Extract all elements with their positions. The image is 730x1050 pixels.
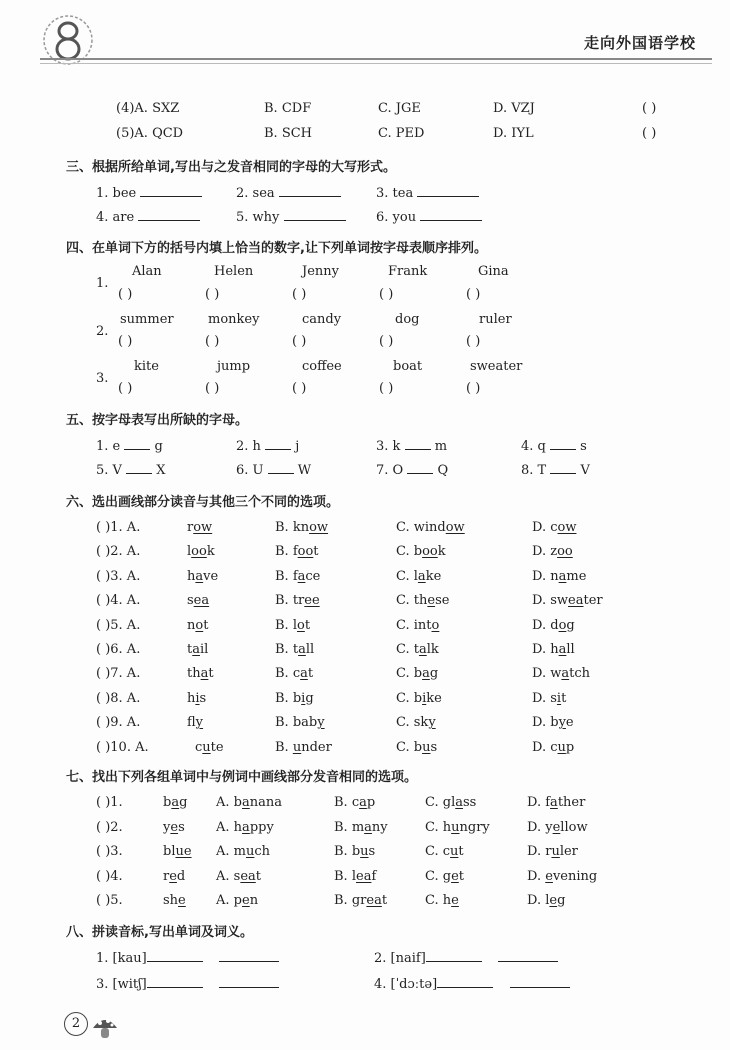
option-a: (4)A. SXZ [116, 101, 180, 116]
option-b: B. many [334, 819, 388, 835]
phonetic-item: 1. [kau] [96, 949, 279, 966]
option-word: lake [413, 568, 442, 584]
option-a [187, 520, 212, 535]
option-a: A. banana [216, 795, 283, 810]
meaning-blank[interactable] [219, 975, 279, 988]
answer-paren[interactable]: ( ) [205, 287, 220, 302]
option-b: B. tall [275, 642, 315, 657]
meaning-blank[interactable] [219, 949, 279, 962]
option-word: name [550, 568, 587, 584]
answer-blank[interactable] [279, 184, 341, 197]
option-b: B. tree [275, 593, 320, 609]
header-rule-thin [40, 63, 712, 64]
option-c: C. book [396, 544, 446, 560]
option-b: B. cap [334, 795, 376, 810]
word-item: 4. are [96, 208, 200, 225]
option-word: row [187, 520, 213, 535]
word-item: 5. why [236, 208, 346, 225]
answer-paren[interactable]: ( ) [379, 381, 394, 396]
option-c: C. cut [425, 844, 464, 859]
option-c: C. these [396, 593, 450, 609]
letter-item: 2. h j [236, 439, 300, 454]
letter-item: 6. U W [236, 463, 312, 478]
phonetic-item: 4. [ˈdɔːtə] [374, 975, 570, 992]
option-word: book [413, 544, 446, 560]
option-c: C. window [396, 520, 465, 535]
word-blank[interactable] [147, 949, 203, 962]
option-b: B. foot [275, 544, 319, 560]
word: dog [395, 312, 420, 327]
answer-paren[interactable]: ( ) [205, 334, 220, 349]
example-word: blue [163, 844, 192, 859]
word: ruler [479, 312, 512, 327]
question-number[interactable]: ( )7. A. [96, 666, 141, 682]
option-b: B. lot [275, 617, 311, 633]
question-number[interactable]: ( )9. A. [96, 715, 141, 731]
option-word: talk [413, 642, 439, 657]
answer-blank[interactable] [265, 437, 291, 450]
option-word: know [292, 520, 329, 535]
phonetic-item: 3. [witʃ] [96, 975, 279, 992]
word: summer [120, 312, 174, 327]
option-c: C. into [396, 617, 440, 633]
option-a [187, 618, 208, 633]
option-word: big [292, 690, 314, 706]
option-d: D. zoo [532, 544, 573, 560]
answer-blank[interactable] [407, 461, 433, 474]
answer-blank[interactable] [126, 461, 152, 474]
option-c: C. he [425, 893, 459, 908]
question-number[interactable]: ( )10. A. [96, 739, 149, 755]
example-word: yes [163, 819, 185, 835]
question-number[interactable]: ( )8. A. [96, 690, 141, 706]
option-word: not [187, 617, 209, 633]
option-word: that [187, 666, 214, 682]
word: Frank [388, 264, 428, 279]
option-word: zoo [550, 544, 573, 560]
question-number[interactable]: ( )2. [96, 819, 123, 835]
section-4-title: 四、在单词下方的括号内填上恰当的数字,让下列单词按字母表顺序排列。 [66, 241, 487, 256]
answer-paren[interactable]: ( ) [379, 287, 394, 302]
word: jump [217, 359, 251, 374]
question-number[interactable]: ( )1. A. [96, 520, 141, 535]
option-c: C. bus [396, 739, 438, 755]
option-c: C. sky [396, 715, 436, 731]
option-d: D. cow [532, 520, 577, 535]
option-d: D. evening [527, 868, 598, 884]
option-a: A. seat [216, 868, 262, 884]
option-b: B. great [334, 893, 388, 908]
option-word: sea [187, 593, 210, 609]
answer-paren[interactable]: ( ) [118, 287, 133, 302]
option-word: tail [187, 642, 209, 657]
word: boat [393, 359, 423, 374]
option-d: D. VZJ [493, 101, 535, 116]
option-word: bus [413, 739, 438, 755]
option-a: (5)A. QCD [116, 126, 184, 141]
answer-blank[interactable] [417, 184, 479, 197]
answer-blank[interactable] [284, 208, 346, 221]
option-d: D. dog [532, 617, 575, 633]
option-d: D. sit [532, 690, 567, 706]
word: Gina [478, 264, 509, 279]
option-d: D. yellow [527, 819, 588, 835]
option-a [187, 569, 218, 584]
answer-paren[interactable]: ( ) [118, 381, 133, 396]
option-b: B. big [275, 690, 314, 706]
option-b: B. CDF [264, 101, 312, 116]
option-d: D. IYL [493, 126, 534, 141]
word: Helen [214, 264, 254, 279]
option-word: bike [413, 690, 442, 706]
question-number[interactable]: ( )3. A. [96, 568, 141, 584]
option-c: C. hungry [425, 819, 490, 835]
option-b: B. baby [275, 715, 325, 731]
group-number: 1. [96, 276, 109, 291]
word: sweater [470, 359, 523, 374]
word-item: 1. bee [96, 184, 202, 201]
option-b: B. cat [275, 666, 314, 682]
option-word: into [413, 617, 440, 633]
mushroom-icon [90, 1014, 120, 1042]
option-a [195, 740, 224, 755]
option-word: cute [195, 739, 224, 755]
option-d: D. sweater [532, 593, 603, 609]
option-c: C. talk [396, 642, 439, 657]
word: candy [302, 312, 342, 327]
option-b: B. face [275, 568, 321, 584]
meaning-blank[interactable] [498, 949, 558, 962]
option-d: D. leg [527, 893, 566, 908]
word: Jenny [302, 264, 339, 279]
phonetic-item: 2. [naif] [374, 949, 558, 966]
option-word: face [292, 568, 321, 584]
answer-paren[interactable]: ( ) [466, 381, 481, 396]
option-word: fly [187, 715, 204, 731]
answer-paren[interactable]: ( ) [118, 334, 133, 349]
word-blank[interactable] [437, 975, 493, 988]
option-word: tall [292, 642, 315, 657]
section-8-title: 八、拼读音标,写出单词及词义。 [66, 925, 253, 940]
option-word: foot [292, 544, 319, 560]
letter-item: 8. T V [521, 463, 590, 478]
answer-paren[interactable]: ( ) [292, 334, 307, 349]
option-c: C. JGE [378, 101, 421, 116]
option-word: sit [550, 690, 567, 706]
option-d: D. ruler [527, 844, 578, 859]
option-c: C. get [425, 868, 465, 884]
option-c: C. lake [396, 568, 442, 584]
option-a: A. pen [216, 893, 259, 908]
option-a: A. happy [216, 819, 274, 835]
option-word: look [187, 544, 215, 560]
option-word: have [187, 568, 219, 584]
word: monkey [208, 312, 260, 327]
option-b: B. bus [334, 844, 376, 859]
option-word: bag [413, 666, 439, 682]
letter-item: 3. k m [376, 439, 448, 454]
section-6-title: 六、选出画线部分读音与其他三个不同的选项。 [66, 495, 340, 510]
answer-paren[interactable]: ( ) [642, 101, 657, 116]
section-5-title: 五、按字母表写出所缺的字母。 [66, 413, 249, 428]
option-a [187, 666, 214, 681]
word-item: 3. tea [376, 184, 479, 201]
question-number[interactable]: ( )2. A. [96, 544, 141, 560]
question-number[interactable]: ( )5. A. [96, 617, 141, 633]
answer-paren[interactable]: ( ) [466, 287, 481, 302]
word-blank[interactable] [426, 949, 482, 962]
letter-item: 7. O Q [376, 463, 449, 478]
word-blank[interactable] [147, 975, 203, 988]
answer-blank[interactable] [420, 208, 482, 221]
example-word: red [163, 868, 186, 884]
answer-blank[interactable] [138, 208, 200, 221]
answer-blank[interactable] [268, 461, 294, 474]
answer-paren[interactable]: ( ) [379, 334, 394, 349]
page-number: 2 [64, 1012, 88, 1036]
option-a [187, 715, 203, 730]
header-rule [40, 58, 712, 60]
option-b: B. SCH [264, 126, 313, 141]
group-number: 2. [96, 324, 109, 339]
option-word: lot [292, 617, 311, 633]
option-a [187, 642, 208, 657]
word: Alan [132, 264, 162, 279]
answer-blank[interactable] [124, 437, 150, 450]
option-word: these [413, 593, 450, 609]
option-a: A. much [216, 844, 271, 859]
answer-paren[interactable]: ( ) [292, 381, 307, 396]
example-word: bag [163, 795, 188, 810]
option-word: dog [550, 617, 575, 633]
answer-paren[interactable]: ( ) [466, 334, 481, 349]
option-d: D. hall [532, 642, 575, 657]
question-number[interactable]: ( )6. A. [96, 642, 141, 657]
option-word: hall [550, 642, 575, 657]
answer-blank[interactable] [550, 437, 576, 450]
option-d: D. cup [532, 739, 575, 755]
option-d: D. watch [532, 666, 591, 682]
letter-item: 5. V X [96, 463, 166, 478]
option-c: C. glass [425, 795, 477, 810]
option-c: C. PED [378, 126, 425, 141]
example-word: she [163, 893, 186, 908]
option-d: D. father [527, 795, 586, 810]
answer-blank[interactable] [550, 461, 576, 474]
letter-item: 1. e g [96, 439, 163, 454]
option-word: cup [550, 739, 575, 755]
option-word: his [187, 690, 207, 706]
answer-paren[interactable]: ( ) [642, 126, 657, 141]
option-a [187, 691, 206, 706]
option-word: tree [292, 593, 320, 609]
option-word: bye [550, 715, 574, 731]
question-number[interactable]: ( )1. [96, 795, 123, 810]
option-word: cow [550, 520, 577, 535]
question-number[interactable]: ( )4. A. [96, 593, 141, 609]
option-b: B. under [275, 739, 332, 755]
option-a [187, 593, 209, 608]
letter-item: 4. q s [521, 439, 587, 454]
word-item: 2. sea [236, 184, 341, 201]
school-name: 走向外国语学校 [583, 34, 696, 52]
answer-paren[interactable]: ( ) [205, 381, 220, 396]
option-d: D. bye [532, 715, 574, 731]
answer-paren[interactable]: ( ) [292, 287, 307, 302]
option-b: B. know [275, 520, 329, 535]
option-d: D. name [532, 568, 587, 584]
option-word: window [413, 520, 465, 535]
word-item: 6. you [376, 208, 482, 225]
option-c: C. bag [396, 666, 439, 682]
word: kite [134, 359, 159, 374]
answer-blank[interactable] [140, 184, 202, 197]
option-word: sweater [550, 593, 603, 609]
word: coffee [302, 359, 342, 374]
answer-blank[interactable] [405, 437, 431, 450]
section-3-title: 三、根据所给单词,写出与之发音相同的字母的大写形式。 [66, 160, 396, 175]
option-word: under [292, 739, 332, 755]
option-word: watch [550, 666, 591, 682]
option-word: cat [292, 666, 314, 682]
group-number: 3. [96, 371, 109, 386]
question-number[interactable]: ( )4. [96, 868, 123, 884]
section-7-title: 七、找出下列各组单词中与例词中画线部分发音相同的选项。 [66, 770, 418, 785]
option-word: sky [413, 715, 436, 731]
option-b: B. leaf [334, 868, 377, 884]
question-number[interactable]: ( )5. [96, 893, 123, 908]
meaning-blank[interactable] [510, 975, 570, 988]
option-c: C. bike [396, 690, 442, 706]
option-a [187, 544, 215, 559]
question-number[interactable]: ( )3. [96, 844, 123, 859]
option-word: baby [292, 715, 325, 731]
